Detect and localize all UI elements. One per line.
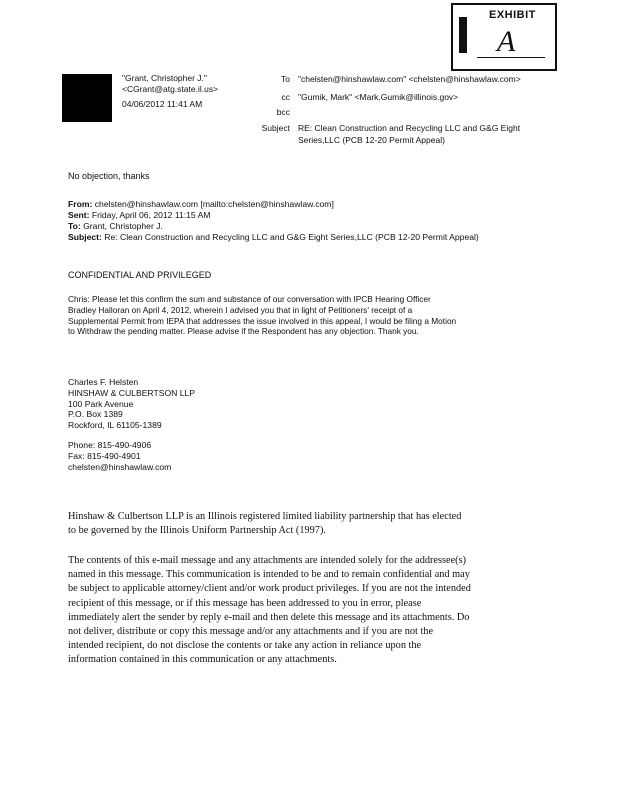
to-label: To (281, 74, 290, 84)
signature-fax: Fax: 815-490-4901 (68, 450, 141, 461)
sender-name: "Grant, Christopher J." (122, 73, 207, 83)
notice-line: not deliver, distribute or copy this message and/or any attachments and if you are not the (68, 626, 434, 638)
message-line: Supplemental Permit from IEPA that addresses the issue involved in this appeal, I would be filing a Motion (68, 315, 457, 326)
forward-sent (68, 210, 211, 221)
signature-address-2: P.O. Box 1389 (68, 409, 123, 420)
exhibit-sticker (451, 3, 557, 71)
forward-from-value: chelsten@hinshawlaw.com [mailto:chelsten@hinshawlaw.com] (94, 199, 334, 209)
reply-text: No objection, thanks (68, 171, 150, 181)
to-value: "chelsten@hinshawlaw.com" <chelsten@hinshawlaw.com> (298, 74, 521, 84)
forward-to-value: Grant, Christopher J. (83, 221, 163, 231)
confidential-heading: CONFIDENTIAL AND PRIVILEGED (68, 270, 212, 280)
forward-from-label: From: (68, 199, 93, 209)
exhibit-letter: A (497, 25, 516, 58)
subject-label: Subject (261, 123, 290, 133)
message-line: Chris: Please let this confirm the sum and substance of our conversation with IPCB Hearing Officer (68, 294, 431, 304)
avatar (62, 74, 112, 122)
message-body (68, 294, 456, 337)
forward-to-label: To: (68, 221, 81, 231)
forward-subject (68, 232, 479, 243)
forward-from (68, 199, 334, 210)
notice-line: information contained in this communication or any attachments. (68, 654, 337, 666)
signature-email: chelsten@hinshawlaw.com (68, 461, 172, 472)
cc-label: cc (281, 92, 290, 102)
subject-line-1: RE: Clean Construction and Recycling LLC and G&G Eight (298, 123, 521, 133)
signature-block (68, 377, 195, 472)
confidentiality-notice (68, 554, 593, 668)
exhibit-tab-text: tabbies (454, 23, 461, 41)
cc-value: "Gumik, Mark" <Mark.Gumik@illinois.gov> (298, 92, 459, 102)
notice-line: immediately alert the sender by reply e-mail and then delete this message and its attachments. Do (68, 611, 470, 623)
exhibit-tab (454, 17, 467, 53)
forward-subject-value: Re: Clean Construction and Recycling LLC and G&G Eight Series,LLC (PCB 12-20 Permit Appeal) (104, 232, 479, 242)
bcc-label: bcc (276, 107, 290, 117)
sender-email: <CGrant@atg.state.il.us> (122, 84, 219, 94)
signature-address-1: 100 Park Avenue (68, 398, 134, 409)
notice-line: Hinshaw & Culbertson LLP is an Illinois registered limited liability partnership that has elected (68, 511, 462, 522)
message-line: to Withdraw the pending matter. Please advise if the Respondent has any objection. Thank you. (68, 326, 419, 337)
notice-line: to be governed by the Illinois Uniform Partnership Act (1997). (68, 525, 326, 537)
forward-sent-label: Sent: (68, 210, 90, 220)
partnership-notice (68, 510, 593, 538)
forward-subject-label: Subject: (68, 232, 102, 242)
signature-firm: HINSHAW & CULBERTSON LLP (68, 387, 196, 398)
sent-datetime: 04/06/2012 11:41 AM (122, 99, 203, 109)
notice-line: The contents of this e-mail message and any attachments are intended solely for the addressee(s) (68, 555, 467, 566)
forward-sent-value: Friday, April 06, 2012 11:15 AM (91, 210, 211, 220)
signature-phone: Phone: 815-490-4906 (68, 439, 152, 450)
exhibit-title: EXHIBIT (489, 9, 536, 21)
forward-to (68, 221, 163, 232)
signature-address-3: Rockford, IL 61105-1389 (68, 420, 162, 431)
notice-line: intended recipient, do not disclose the contents or take any action in reliance upon the (68, 640, 422, 652)
notice-line: recipient of this message, or if this message has been addressed to you in error, please (68, 597, 422, 609)
notice-line: named in this message. This communication is intended to be and to remain confidential and may (68, 569, 470, 581)
signature-name: Charles F. Helsten (68, 377, 139, 387)
message-line: Bradley Halloran on April 4, 2012, wherein I advised you that in light of Petitioners' receipt of a (68, 304, 413, 315)
exhibit-line (477, 57, 545, 58)
subject-line-2: Series,LLC (PCB 12-20 Permit Appeal) (298, 135, 445, 145)
notice-line: be subject to applicable attorney/client and/or work product privileges. If you are not the intended (68, 583, 471, 595)
